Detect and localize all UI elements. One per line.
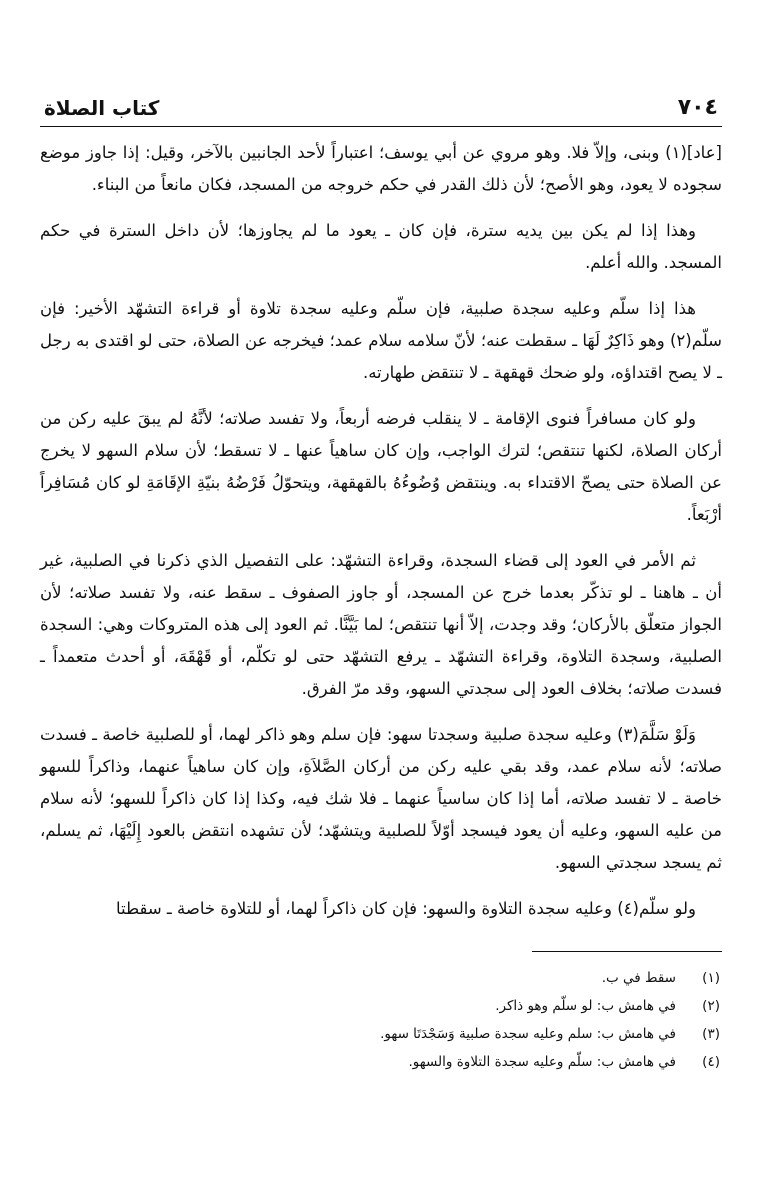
book-title: كتاب الصلاة [44, 96, 160, 120]
paragraph: ثم الأمر في العود إلى قضاء السجدة، وقراءة التشهّد: على التفصيل الذي ذكرنا في الصلبية، غير أن ـ هاهنا ـ لو تذكّر بعدما خرج عن المسجد، أو جاوز الصفوف ـ سقط عنه، ولا تفسد صلاته؛ لأن الجواز متعلّق بالأركان؛ وقد وجدت، إلاّ أنها تنتقص؛ لما بَيَّنَّا. ثم العود إلى هذه المتروكات وهي: السجدة الصلبية، وسجدة التلاوة، وقراءة التشهّد ـ يرفع التشهّد حتى لو تكلّم، أو قَهْقَهَ، أو أحدث متعمداً ـ فسدت صلاته؛ بخلاف العود إلى سجدتي السهو، وقد مرّ الفرق. [40, 551, 722, 698]
footnote-text: في هامش ب: سلم وعليه سجدة صلبية وَسَجْدَتَا سهو. [380, 1026, 676, 1042]
paragraph: ولو كان مسافراً فنوى الإقامة ـ لا ينقلب فرضه أربعاً، ولا تفسد صلاته؛ لأنَّهُ لم يبقَ عليه ركن من أركان الصلاة، لكنها تنتقص؛ لترك الواجب، وإن كان ساهياً عنها ـ لا تسقط؛ لأن سلام السهو لا يخرج عن الصلاة حتى يصحّ الاقتداء به. وينتقض وُضُوءُهُ بالقهقهة، ويتحوّلُ فَرْضُهُ بنيّةِ الإقَامَةِ لو كان مُسَافِراً أرْبَعاً. [40, 409, 722, 524]
header-rule [40, 126, 722, 127]
footnote-number: (٤) [702, 1054, 720, 1070]
paragraph: هذا إذا سلّم وعليه سجدة صلبية، فإن سلّم وعليه سجدة تلاوة أو قراءة التشهّد الأخير: فإن سلّم(٢) وهو ذَاكِرٌ لَهَا ـ سقطت عنه؛ لأنّ سلامه سلام عمد؛ فيخرجه عن الصلاة، حتى لو اقتدى به رجل ـ لا يصح اقتداؤه، ولو ضحك قهقهة ـ لا تنتقض طهارته. [40, 299, 722, 382]
main-text [40, 137, 722, 925]
page-header [40, 88, 722, 120]
footnote [40, 992, 722, 1020]
footnote-text: في هامش ب: سلّم وعليه سجدة التلاوة والسهو. [408, 1054, 676, 1070]
paragraph: وَلَوْ سَلَّمَ(٣) وعليه سجدة صلبية وسجدتا سهو: فإن سلم وهو ذاكر لهما، أو للصلبية خاصة ـ فسدت صلاته؛ لأنه سلام عمد، وقد بقي عليه ركن من أركان الصَّلاَةِ، وإن كان ساهياً عنهما، وذاكراً للسهو خاصة ـ لا تفسد صلاته، أما إذا كان ساسياً عنهما ـ فلا شك فيه، وكذا إذا كان ذاكراً للسهو؛ لأنه سلام من عليه السهو، وعليه أن يعود فيسجد أوّلاً للصلبية ويتشهّد؛ لأن تشهده انتقض بالعود إِلَيْهَا، ثم يسلم، ثم يسجد سجدتي السهو. [40, 725, 722, 872]
paragraph: ولو سلّم(٤) وعليه سجدة التلاوة والسهو: فإن كان ذاكراً لهما، أو للتلاوة خاصة ـ سقطتا [115, 899, 696, 918]
page-number: ٧٠٤ [677, 95, 718, 120]
book-page [40, 88, 722, 1076]
footnote-number: (٢) [702, 998, 720, 1014]
paragraph: وهذا إذا لم يكن بين يديه سترة، فإن كان ـ يعود ما لم يجاوزها؛ لأن داخل السترة في حكم المسجد. والله أعلم. [40, 221, 722, 272]
footnotes [40, 964, 722, 1076]
footnote-text: في هامش ب: لو سلّم وهو ذاكر. [495, 998, 676, 1014]
footnote-divider [532, 951, 722, 952]
footnote-number: (١) [702, 970, 720, 986]
paragraph: [عاد](١) وبنى، وإلاّ فلا. وهو مروي عن أبي يوسف؛ اعتباراً لأحد الجانبين بالآخر، وقيل: إذا جاوز موضع سجوده لا يعود، وهو الأصح؛ لأن ذلك القدر في حكم خروجه من المسجد، فكان مانعاً من البناء. [40, 143, 722, 194]
footnote [40, 1048, 722, 1076]
footnote [40, 1020, 722, 1048]
footnote-text: سقط في ب. [601, 970, 676, 986]
footnote-number: (٣) [702, 1026, 720, 1042]
footnote [40, 964, 722, 992]
